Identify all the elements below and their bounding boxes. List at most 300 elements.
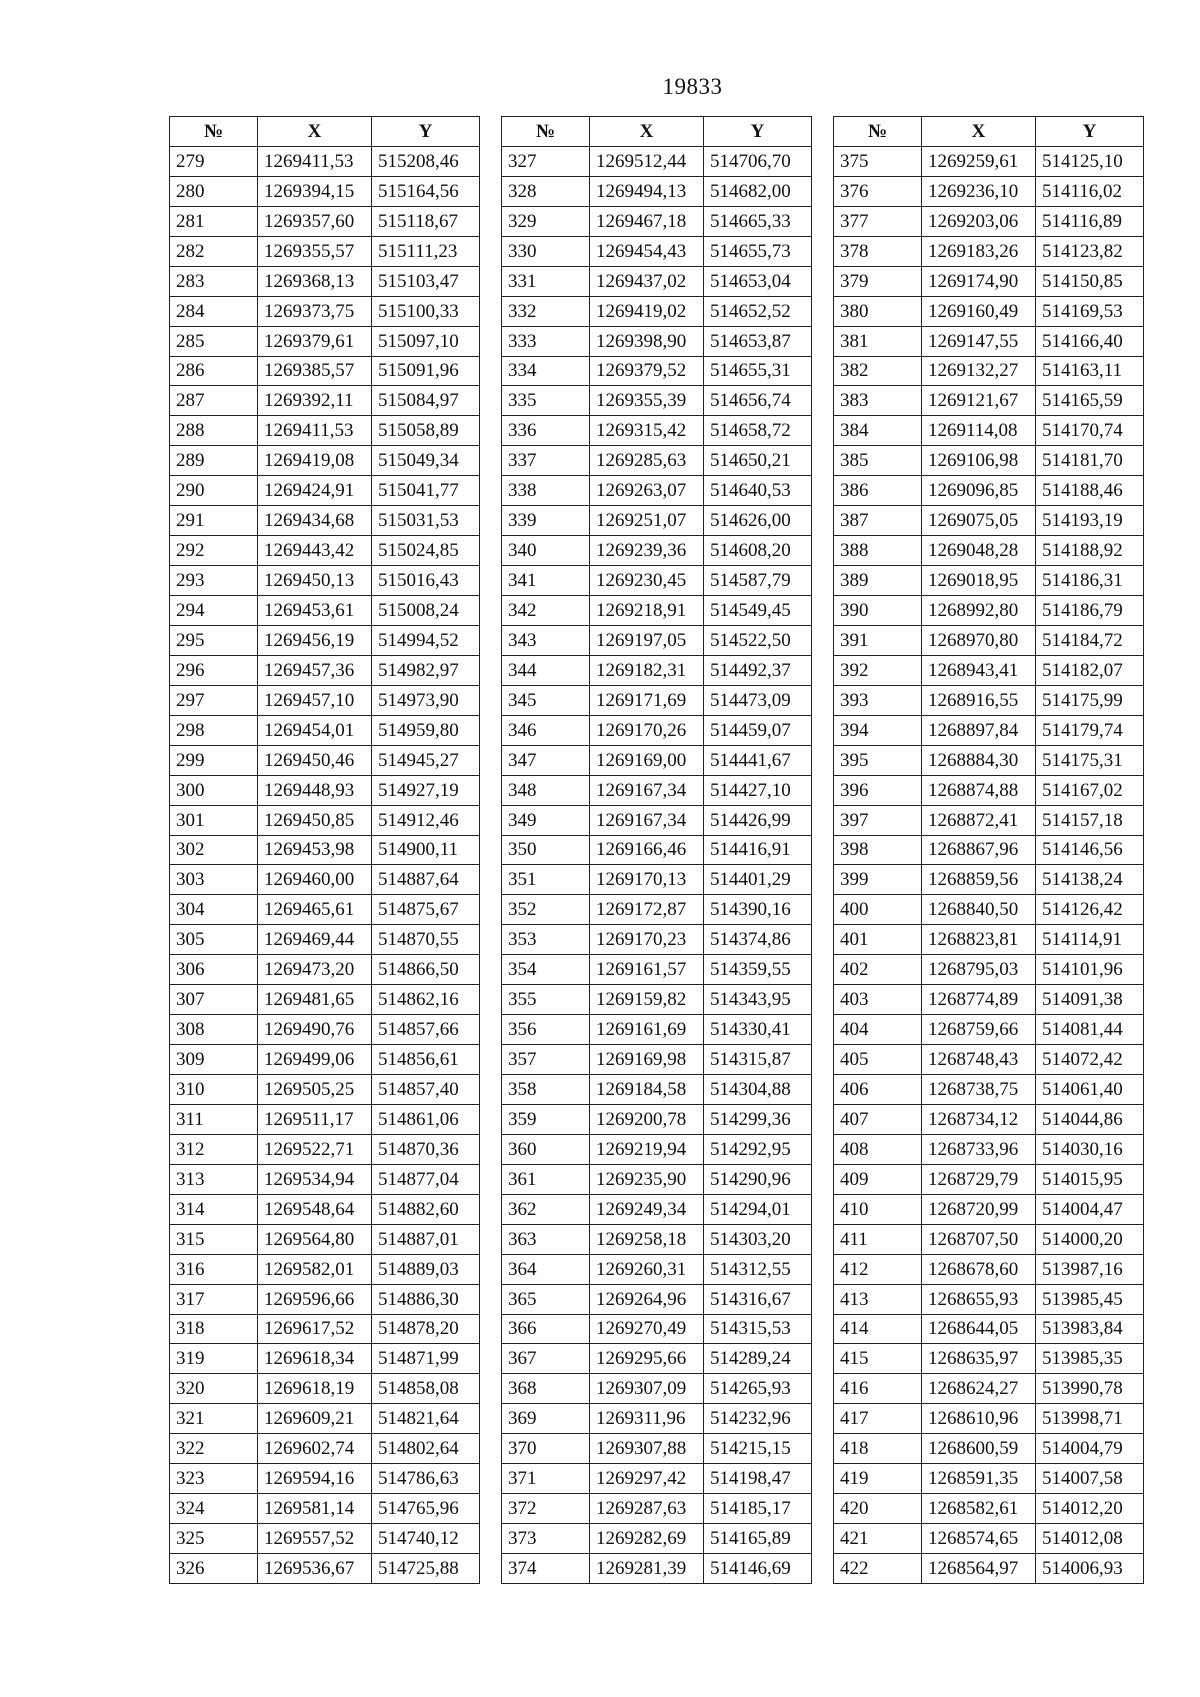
x-coordinate-cell: 1268943,41 <box>922 655 1036 685</box>
point-number-cell: 391 <box>834 625 922 655</box>
point-number-cell: 284 <box>170 296 258 326</box>
point-number-cell: 419 <box>834 1464 922 1494</box>
y-coordinate-cell: 513983,84 <box>1036 1314 1144 1344</box>
x-coordinate-cell: 1268874,88 <box>922 775 1036 805</box>
y-coordinate-cell: 514912,46 <box>372 805 480 835</box>
point-number-cell: 329 <box>502 206 590 236</box>
x-coordinate-cell: 1268624,27 <box>922 1374 1036 1404</box>
point-number-cell: 311 <box>170 1104 258 1134</box>
table-row <box>170 745 480 775</box>
table-row <box>502 296 812 326</box>
x-coordinate-cell: 1269481,65 <box>258 985 372 1015</box>
x-coordinate-cell: 1268759,66 <box>922 1015 1036 1045</box>
x-coordinate-cell: 1269295,66 <box>590 1344 704 1374</box>
table-row <box>170 236 480 266</box>
column-header-number: № <box>834 117 922 147</box>
point-number-cell: 297 <box>170 685 258 715</box>
table-row <box>170 446 480 476</box>
point-number-cell: 319 <box>170 1344 258 1374</box>
y-coordinate-cell: 515024,85 <box>372 536 480 566</box>
table-row <box>170 326 480 356</box>
x-coordinate-cell: 1269166,46 <box>590 835 704 865</box>
x-coordinate-cell: 1268635,97 <box>922 1344 1036 1374</box>
x-coordinate-cell: 1269450,46 <box>258 745 372 775</box>
table-row <box>170 685 480 715</box>
y-coordinate-cell: 513998,71 <box>1036 1404 1144 1434</box>
point-number-cell: 321 <box>170 1404 258 1434</box>
table-row <box>834 835 1144 865</box>
point-number-cell: 279 <box>170 146 258 176</box>
table-row <box>502 1194 812 1224</box>
point-number-cell: 357 <box>502 1045 590 1075</box>
y-coordinate-cell: 514150,85 <box>1036 266 1144 296</box>
x-coordinate-cell: 1269457,10 <box>258 685 372 715</box>
table-row <box>170 865 480 895</box>
x-coordinate-cell: 1269282,69 <box>590 1524 704 1554</box>
point-number-cell: 314 <box>170 1194 258 1224</box>
x-coordinate-cell: 1268734,12 <box>922 1104 1036 1134</box>
point-number-cell: 312 <box>170 1134 258 1164</box>
y-coordinate-cell: 514655,73 <box>704 236 812 266</box>
x-coordinate-cell: 1268916,55 <box>922 685 1036 715</box>
point-number-cell: 294 <box>170 596 258 626</box>
point-number-cell: 415 <box>834 1344 922 1374</box>
x-coordinate-cell: 1269548,64 <box>258 1194 372 1224</box>
y-coordinate-cell: 514181,70 <box>1036 446 1144 476</box>
table-row <box>834 266 1144 296</box>
point-number-cell: 283 <box>170 266 258 296</box>
y-coordinate-cell: 514653,87 <box>704 326 812 356</box>
table-row <box>170 476 480 506</box>
table-row <box>170 1524 480 1554</box>
y-coordinate-cell: 514856,61 <box>372 1045 480 1075</box>
x-coordinate-cell: 1269511,17 <box>258 1104 372 1134</box>
point-number-cell: 302 <box>170 835 258 865</box>
x-coordinate-cell: 1269200,78 <box>590 1104 704 1134</box>
table-row <box>502 1224 812 1254</box>
point-number-cell: 348 <box>502 775 590 805</box>
x-coordinate-cell: 1269114,08 <box>922 416 1036 446</box>
y-coordinate-cell: 514870,55 <box>372 925 480 955</box>
table-row <box>834 1254 1144 1284</box>
x-coordinate-cell: 1269197,05 <box>590 625 704 655</box>
point-number-cell: 286 <box>170 356 258 386</box>
point-number-cell: 282 <box>170 236 258 266</box>
point-number-cell: 398 <box>834 835 922 865</box>
table-body <box>170 146 480 1583</box>
y-coordinate-cell: 514004,47 <box>1036 1194 1144 1224</box>
point-number-cell: 372 <box>502 1494 590 1524</box>
point-number-cell: 322 <box>170 1434 258 1464</box>
point-number-cell: 387 <box>834 506 922 536</box>
x-coordinate-cell: 1269161,69 <box>590 1015 704 1045</box>
y-coordinate-cell: 514004,79 <box>1036 1434 1144 1464</box>
table-row <box>502 1015 812 1045</box>
table-row <box>502 326 812 356</box>
y-coordinate-cell: 515100,33 <box>372 296 480 326</box>
point-number-cell: 380 <box>834 296 922 326</box>
table-row <box>502 356 812 386</box>
point-number-cell: 407 <box>834 1104 922 1134</box>
x-coordinate-cell: 1269184,58 <box>590 1075 704 1105</box>
table-row <box>502 1464 812 1494</box>
point-number-cell: 300 <box>170 775 258 805</box>
table-row <box>502 925 812 955</box>
x-coordinate-cell: 1269251,07 <box>590 506 704 536</box>
x-coordinate-cell: 1269467,18 <box>590 206 704 236</box>
table-row <box>834 476 1144 506</box>
x-coordinate-cell: 1269450,13 <box>258 566 372 596</box>
table-row <box>502 1434 812 1464</box>
x-coordinate-cell: 1269373,75 <box>258 296 372 326</box>
point-number-cell: 367 <box>502 1344 590 1374</box>
y-coordinate-cell: 514167,02 <box>1036 775 1144 805</box>
y-coordinate-cell: 514886,30 <box>372 1284 480 1314</box>
coordinates-table-2 <box>501 116 812 1584</box>
y-coordinate-cell: 514608,20 <box>704 536 812 566</box>
x-coordinate-cell: 1268610,96 <box>922 1404 1036 1434</box>
x-coordinate-cell: 1269469,44 <box>258 925 372 955</box>
x-coordinate-cell: 1268897,84 <box>922 715 1036 745</box>
point-number-cell: 313 <box>170 1164 258 1194</box>
y-coordinate-cell: 515208,46 <box>372 146 480 176</box>
x-coordinate-cell: 1269522,71 <box>258 1134 372 1164</box>
y-coordinate-cell: 514294,01 <box>704 1194 812 1224</box>
x-coordinate-cell: 1269392,11 <box>258 386 372 416</box>
y-coordinate-cell: 514427,10 <box>704 775 812 805</box>
y-coordinate-cell: 514072,42 <box>1036 1045 1144 1075</box>
point-number-cell: 378 <box>834 236 922 266</box>
y-coordinate-cell: 514163,11 <box>1036 356 1144 386</box>
x-coordinate-cell: 1269512,44 <box>590 146 704 176</box>
point-number-cell: 409 <box>834 1164 922 1194</box>
y-coordinate-cell: 514640,53 <box>704 476 812 506</box>
table-row <box>502 1314 812 1344</box>
point-number-cell: 346 <box>502 715 590 745</box>
point-number-cell: 418 <box>834 1434 922 1464</box>
table-row <box>834 146 1144 176</box>
point-number-cell: 363 <box>502 1224 590 1254</box>
table-header-row <box>502 117 812 147</box>
x-coordinate-cell: 1269411,53 <box>258 146 372 176</box>
x-coordinate-cell: 1269534,94 <box>258 1164 372 1194</box>
table-row <box>502 775 812 805</box>
point-number-cell: 382 <box>834 356 922 386</box>
y-coordinate-cell: 515111,23 <box>372 236 480 266</box>
point-number-cell: 394 <box>834 715 922 745</box>
point-number-cell: 326 <box>170 1554 258 1584</box>
point-number-cell: 343 <box>502 625 590 655</box>
y-coordinate-cell: 514861,06 <box>372 1104 480 1134</box>
y-coordinate-cell: 514166,40 <box>1036 326 1144 356</box>
y-coordinate-cell: 514303,20 <box>704 1224 812 1254</box>
table-row <box>502 715 812 745</box>
y-coordinate-cell: 514857,40 <box>372 1075 480 1105</box>
table-row <box>502 566 812 596</box>
coordinates-table-1 <box>169 116 480 1584</box>
table-row <box>170 506 480 536</box>
column-header-x: X <box>922 117 1036 147</box>
table-row <box>834 236 1144 266</box>
x-coordinate-cell: 1269448,93 <box>258 775 372 805</box>
point-number-cell: 417 <box>834 1404 922 1434</box>
y-coordinate-cell: 514193,19 <box>1036 506 1144 536</box>
x-coordinate-cell: 1269170,26 <box>590 715 704 745</box>
x-coordinate-cell: 1269443,42 <box>258 536 372 566</box>
x-coordinate-cell: 1269419,08 <box>258 446 372 476</box>
y-coordinate-cell: 515008,24 <box>372 596 480 626</box>
y-coordinate-cell: 514416,91 <box>704 835 812 865</box>
point-number-cell: 414 <box>834 1314 922 1344</box>
x-coordinate-cell: 1268840,50 <box>922 895 1036 925</box>
point-number-cell: 327 <box>502 146 590 176</box>
table-row <box>834 1164 1144 1194</box>
y-coordinate-cell: 514401,29 <box>704 865 812 895</box>
x-coordinate-cell: 1269287,63 <box>590 1494 704 1524</box>
x-coordinate-cell: 1269182,31 <box>590 655 704 685</box>
x-coordinate-cell: 1269307,88 <box>590 1434 704 1464</box>
x-coordinate-cell: 1268774,89 <box>922 985 1036 1015</box>
x-coordinate-cell: 1269460,00 <box>258 865 372 895</box>
table-row <box>170 1434 480 1464</box>
table-row <box>834 1464 1144 1494</box>
y-coordinate-cell: 514012,20 <box>1036 1494 1144 1524</box>
point-number-cell: 395 <box>834 745 922 775</box>
table-row <box>170 895 480 925</box>
x-coordinate-cell: 1269450,85 <box>258 805 372 835</box>
point-number-cell: 337 <box>502 446 590 476</box>
point-number-cell: 421 <box>834 1524 922 1554</box>
point-number-cell: 400 <box>834 895 922 925</box>
point-number-cell: 330 <box>502 236 590 266</box>
x-coordinate-cell: 1268867,96 <box>922 835 1036 865</box>
x-coordinate-cell: 1269236,10 <box>922 176 1036 206</box>
table-row <box>502 625 812 655</box>
y-coordinate-cell: 514232,96 <box>704 1404 812 1434</box>
x-coordinate-cell: 1269218,91 <box>590 596 704 626</box>
point-number-cell: 328 <box>502 176 590 206</box>
y-coordinate-cell: 514473,09 <box>704 685 812 715</box>
table-row <box>170 146 480 176</box>
y-coordinate-cell: 515103,47 <box>372 266 480 296</box>
table-row <box>502 266 812 296</box>
y-coordinate-cell: 514330,41 <box>704 1015 812 1045</box>
point-number-cell: 420 <box>834 1494 922 1524</box>
table-row <box>834 925 1144 955</box>
y-coordinate-cell: 514441,67 <box>704 745 812 775</box>
x-coordinate-cell: 1268859,56 <box>922 865 1036 895</box>
table-row <box>834 1524 1144 1554</box>
x-coordinate-cell: 1269465,61 <box>258 895 372 925</box>
table-row <box>170 1045 480 1075</box>
y-coordinate-cell: 514186,31 <box>1036 566 1144 596</box>
y-coordinate-cell: 514882,60 <box>372 1194 480 1224</box>
table-row <box>502 1164 812 1194</box>
x-coordinate-cell: 1269411,53 <box>258 416 372 446</box>
x-coordinate-cell: 1269018,95 <box>922 566 1036 596</box>
point-number-cell: 402 <box>834 955 922 985</box>
table-row <box>834 1374 1144 1404</box>
y-coordinate-cell: 514186,79 <box>1036 596 1144 626</box>
x-coordinate-cell: 1269315,42 <box>590 416 704 446</box>
x-coordinate-cell: 1268992,80 <box>922 596 1036 626</box>
table-row <box>834 1284 1144 1314</box>
y-coordinate-cell: 514887,01 <box>372 1224 480 1254</box>
x-coordinate-cell: 1269385,57 <box>258 356 372 386</box>
y-coordinate-cell: 514857,66 <box>372 1015 480 1045</box>
y-coordinate-cell: 514522,50 <box>704 625 812 655</box>
point-number-cell: 325 <box>170 1524 258 1554</box>
table-row <box>170 356 480 386</box>
point-number-cell: 316 <box>170 1254 258 1284</box>
y-coordinate-cell: 514165,59 <box>1036 386 1144 416</box>
point-number-cell: 397 <box>834 805 922 835</box>
y-coordinate-cell: 514549,45 <box>704 596 812 626</box>
x-coordinate-cell: 1269048,28 <box>922 536 1036 566</box>
point-number-cell: 295 <box>170 625 258 655</box>
y-coordinate-cell: 514198,47 <box>704 1464 812 1494</box>
table-row <box>834 446 1144 476</box>
point-number-cell: 317 <box>170 1284 258 1314</box>
table-row <box>834 1134 1144 1164</box>
table-row <box>834 566 1144 596</box>
point-number-cell: 379 <box>834 266 922 296</box>
table-header-row <box>834 117 1144 147</box>
table-row <box>834 416 1144 446</box>
y-coordinate-cell: 514359,55 <box>704 955 812 985</box>
table-row <box>170 955 480 985</box>
x-coordinate-cell: 1269453,61 <box>258 596 372 626</box>
x-coordinate-cell: 1269434,68 <box>258 506 372 536</box>
y-coordinate-cell: 514289,24 <box>704 1344 812 1374</box>
table-row <box>502 1494 812 1524</box>
x-coordinate-cell: 1269618,34 <box>258 1344 372 1374</box>
x-coordinate-cell: 1269170,13 <box>590 865 704 895</box>
y-coordinate-cell: 514343,95 <box>704 985 812 1015</box>
y-coordinate-cell: 514994,52 <box>372 625 480 655</box>
x-coordinate-cell: 1269457,36 <box>258 655 372 685</box>
x-coordinate-cell: 1268574,65 <box>922 1524 1036 1554</box>
point-number-cell: 344 <box>502 655 590 685</box>
point-number-cell: 285 <box>170 326 258 356</box>
x-coordinate-cell: 1269263,07 <box>590 476 704 506</box>
y-coordinate-cell: 514587,79 <box>704 566 812 596</box>
point-number-cell: 306 <box>170 955 258 985</box>
x-coordinate-cell: 1269357,60 <box>258 206 372 236</box>
column-header-y: Y <box>704 117 812 147</box>
point-number-cell: 386 <box>834 476 922 506</box>
y-coordinate-cell: 514175,31 <box>1036 745 1144 775</box>
table-row <box>170 416 480 446</box>
point-number-cell: 351 <box>502 865 590 895</box>
y-coordinate-cell: 514138,24 <box>1036 865 1144 895</box>
table-row <box>834 745 1144 775</box>
y-coordinate-cell: 514126,42 <box>1036 895 1144 925</box>
y-coordinate-cell: 514866,50 <box>372 955 480 985</box>
point-number-cell: 374 <box>502 1554 590 1584</box>
x-coordinate-cell: 1269437,02 <box>590 266 704 296</box>
table-row <box>170 925 480 955</box>
x-coordinate-cell: 1269379,61 <box>258 326 372 356</box>
y-coordinate-cell: 514821,64 <box>372 1404 480 1434</box>
x-coordinate-cell: 1269355,39 <box>590 386 704 416</box>
y-coordinate-cell: 514185,17 <box>704 1494 812 1524</box>
table-row <box>502 416 812 446</box>
table-row <box>834 685 1144 715</box>
y-coordinate-cell: 514626,00 <box>704 506 812 536</box>
x-coordinate-cell: 1269473,20 <box>258 955 372 985</box>
table-row <box>170 625 480 655</box>
y-coordinate-cell: 514179,74 <box>1036 715 1144 745</box>
x-coordinate-cell: 1269161,57 <box>590 955 704 985</box>
table-row <box>170 805 480 835</box>
y-coordinate-cell: 514682,00 <box>704 176 812 206</box>
x-coordinate-cell: 1269368,13 <box>258 266 372 296</box>
y-coordinate-cell: 514125,10 <box>1036 146 1144 176</box>
table-row <box>502 1344 812 1374</box>
table-row <box>834 326 1144 356</box>
table-row <box>502 985 812 1015</box>
y-coordinate-cell: 514169,53 <box>1036 296 1144 326</box>
table-row <box>502 1254 812 1284</box>
y-coordinate-cell: 514114,91 <box>1036 925 1144 955</box>
x-coordinate-cell: 1269235,90 <box>590 1164 704 1194</box>
x-coordinate-cell: 1268591,35 <box>922 1464 1036 1494</box>
table-row <box>170 1104 480 1134</box>
table-row <box>170 1015 480 1045</box>
point-number-cell: 320 <box>170 1374 258 1404</box>
point-number-cell: 356 <box>502 1015 590 1045</box>
table-row <box>834 1494 1144 1524</box>
table-row <box>170 1284 480 1314</box>
y-coordinate-cell: 514146,69 <box>704 1554 812 1584</box>
table-row <box>502 176 812 206</box>
point-number-cell: 307 <box>170 985 258 1015</box>
table-row <box>834 206 1144 236</box>
x-coordinate-cell: 1269618,19 <box>258 1374 372 1404</box>
x-coordinate-cell: 1269505,25 <box>258 1075 372 1105</box>
x-coordinate-cell: 1268823,81 <box>922 925 1036 955</box>
table-row <box>170 1494 480 1524</box>
table-row <box>170 1404 480 1434</box>
point-number-cell: 413 <box>834 1284 922 1314</box>
table-row <box>834 356 1144 386</box>
y-coordinate-cell: 514459,07 <box>704 715 812 745</box>
y-coordinate-cell: 514665,33 <box>704 206 812 236</box>
point-number-cell: 315 <box>170 1224 258 1254</box>
point-number-cell: 381 <box>834 326 922 356</box>
x-coordinate-cell: 1269159,82 <box>590 985 704 1015</box>
table-row <box>502 146 812 176</box>
point-number-cell: 309 <box>170 1045 258 1075</box>
point-number-cell: 359 <box>502 1104 590 1134</box>
y-coordinate-cell: 514655,31 <box>704 356 812 386</box>
table-row <box>834 805 1144 835</box>
x-coordinate-cell: 1269260,31 <box>590 1254 704 1284</box>
column-header-number: № <box>170 117 258 147</box>
x-coordinate-cell: 1269132,27 <box>922 356 1036 386</box>
table-row <box>170 266 480 296</box>
point-number-cell: 301 <box>170 805 258 835</box>
y-coordinate-cell: 514101,96 <box>1036 955 1144 985</box>
table-row <box>834 1314 1144 1344</box>
table-row <box>834 985 1144 1015</box>
y-coordinate-cell: 514116,02 <box>1036 176 1144 206</box>
y-coordinate-cell: 514374,86 <box>704 925 812 955</box>
x-coordinate-cell: 1269106,98 <box>922 446 1036 476</box>
x-coordinate-cell: 1269582,01 <box>258 1254 372 1284</box>
x-coordinate-cell: 1269219,94 <box>590 1134 704 1164</box>
